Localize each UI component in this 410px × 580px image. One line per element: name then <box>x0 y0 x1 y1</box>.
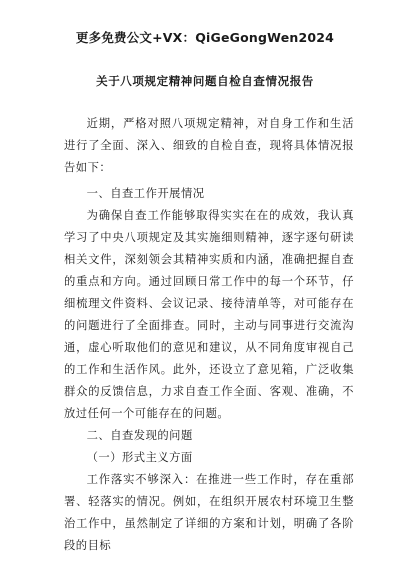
body-paragraph: 为确保自查工作能够取得实实在在的成效，我认真学习了中央八项规定及其实施细则精神，逐字逐句研读相关文件，深刻领会其精神实质和内涵，准确把握自查的重点和方向。通过回顾日常工作中的每一个环节，仔细梳理文件资料、会议记录、接待清单等，对可能存在的问题进行了全面排查。同时，主动与同事进行交流沟通，虚心听取他们的意见和建议，从不同角度审视自己的工作和生活作风。此外，还设立了意见箱，广泛收集群众的反馈信息，力求自查工作全面、客观、准确，不放过任何一个可能存在的问题。 <box>64 209 354 420</box>
document-body <box>64 113 354 557</box>
section-heading-1: 一、自查工作开展情况 <box>86 187 205 200</box>
subsection-heading-1: （一）形式主义方面 <box>86 451 193 464</box>
body-paragraph: 工作落实不够深入：在推进一些工作时，存在重部署、轻落实的情况。例如，在组织开展农村环境卫生整治工作中，虽然制定了详细的方案和计划，明确了各阶段的目标 <box>64 473 354 552</box>
section-heading-2: 二、自查发现的问题 <box>86 429 193 442</box>
watermark-header: 更多免费公文+VX：QiGeGongWen2024 <box>75 30 335 45</box>
intro-paragraph: 近期，严格对照八项规定精神，对自身工作和生活进行了全面、深入、细致的自检自查，现将具体情况报告如下： <box>64 117 354 174</box>
document-title: 关于八项规定精神问题自检自查情况报告 <box>96 74 314 88</box>
